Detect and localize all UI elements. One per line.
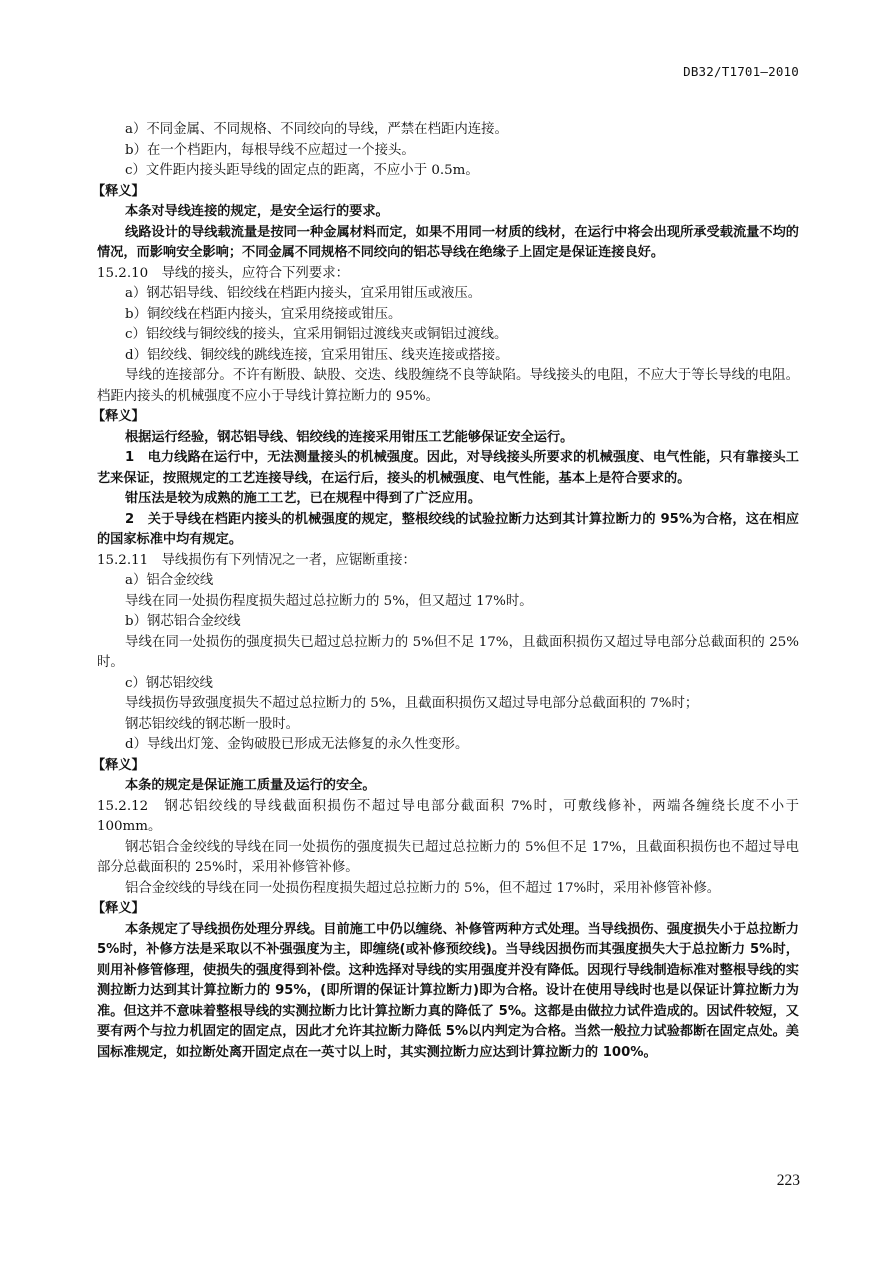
paragraph: 本条的规定是保证施工质量及运行的安全。 — [125, 778, 376, 793]
paragraph: 导线在同一处损伤程度损失超过总拉断力的 5%，但又超过 17%时。 — [125, 593, 533, 609]
paragraph: 导线损伤导致强度损失不超过总拉断力的 5%，且截面积损伤又超过导电部分总截面积的 7%时； — [125, 696, 699, 711]
paragraph: c）钢芯铝绞线 — [125, 675, 213, 691]
paragraph: d）导线出灯笼、金钩破股已形成无法修复的永久性变形。 — [125, 737, 469, 752]
paragraph: 钢芯铝绞线的钢芯断一股时。 — [125, 716, 300, 732]
paragraph: 钢芯铝合金绞线的导线在同一处损伤的强度损失已超过总拉断力的 5%但不足 17%，且截面积损伤也不超过导电部分总截面积的 25%时，采用补修管补修。 — [97, 839, 799, 875]
section-annotation-heading: 【释义】 — [92, 901, 145, 916]
paragraph: 1 电力线路在运行中，无法测量接头的机械强度。因此，对导线接头所要求的机械强度、电气性能，只有靠接头工艺来保证，按照规定的工艺连接导线，在运行后，接头的机械强度、电气性能，基本上是符合要求的。 — [97, 450, 799, 486]
paragraph: 铝合金绞线的导线在同一处损伤程度损失超过总拉断力的 5%，但不超过 17%时，采用补修管补修。 — [125, 880, 721, 896]
document-body — [92, 120, 799, 1063]
paragraph: 15.2.11 导线损伤有下列情况之一者，应锯断重接： — [97, 552, 416, 568]
paragraph: c）铝绞线与铜绞线的接头，宜采用铜铝过渡线夹或铜铝过渡线。 — [125, 327, 508, 342]
paragraph: a）铝合金绞线 — [125, 573, 214, 588]
paragraph: d）铝绞线、铜绞线的跳线连接，宜采用钳压、线夹连接或搭接。 — [125, 347, 509, 363]
paragraph: 导线在同一处损伤的强度损失已超过总拉断力的 5%但不足 17%，且截面积损伤又超过导电部分总截面积的 25%时。 — [97, 634, 799, 670]
paragraph: 根据运行经验，钢芯铝导线、铝绞线的连接采用钳压工艺能够保证安全运行。 — [125, 429, 574, 445]
paragraph: 15.2.10 导线的接头，应符合下列要求： — [97, 265, 349, 281]
section-annotation-heading: 【释义】 — [92, 409, 145, 424]
section-annotation-heading: 【释义】 — [92, 757, 145, 773]
paragraph: 2 关于导线在档距内接头的机械强度的规定，整根绞线的试验拉断力达到其计算拉断力的 95%为合格，这在相应的国家标准中均有规定。 — [97, 511, 799, 547]
paragraph: a）不同金属、不同规格、不同绞向的导线，严禁在档距内连接。 — [125, 122, 508, 137]
paragraph: b）钢芯铝合金绞线 — [125, 614, 241, 629]
paragraph: b）在一个档距内，每根导线不应超过一个接头。 — [125, 142, 415, 158]
paragraph: 导线的连接部分。不许有断股、缺股、交迭、线股缠绕不良等缺陷。导线接头的电阻，不应大于等长导线的电阻。档距内接头的机械强度不应小于导线计算拉断力的 95%。 — [97, 368, 799, 404]
paragraph: 本条规定了导线损伤处理分界线。目前施工中仍以缠绕、补修管两种方式处理。当导线损伤、强度损失小于总拉断力 5%时，补修方法是采取以不补强强度为主，即缠绕(或补修预绞线)。当导线因损伤而其强度损失大于总拉断力 5%时，则用补修管修理，使损失的强度得到补偿。这种选择对导线的实用强度并没有降低。因现行导线制造标准对整根导线的实测拉断力达到其计算拉断力的 95%，(即所谓的保证计算拉断力)即为合格。设计在使用导线时也是以保证计算拉断力为准。但这并不意味着整根导线的实测拉断力比计算拉断力真的降低了 5%。这都是由做拉力试件造成的。因试件较短，又要有两个与拉力机固定的固定点，因此才允许其拉断力降低 5%以内判定为合格。当然一般拉力试验都断在固定点处。美国标准规定，如拉断处离开固定点在一英寸以上时，其实测拉断力应达到计算拉断力的 100%。 — [97, 921, 799, 1060]
paragraph: 本条对导线连接的规定，是安全运行的要求。 — [125, 204, 389, 219]
paragraph: a）钢芯铝导线、铝绞线在档距内接头，宜采用钳压或液压。 — [125, 286, 482, 301]
page-number: 223 — [776, 1172, 800, 1189]
paragraph: c）文件距内接头距导线的固定点的距离，不应小于 0.5m。 — [125, 163, 479, 178]
paragraph: 线路设计的导线载流量是按同一种金属材料而定，如果不用同一材质的线材，在运行中将会出现所承受载流量不均的情况，而影响安全影响；不同金属不同规格不同绞向的铝芯导线在绝缘子上固定是保证连接良好。 — [97, 224, 799, 260]
document-code-header: DB32/T1701—2010 — [683, 64, 799, 79]
section-annotation-heading: 【释义】 — [92, 183, 145, 199]
paragraph: 15.2.12 钢芯铝绞线的导线截面积损伤不超过导电部分截面积 7%时，可敷线修补，两端各缠绕长度不小于 100mm。 — [97, 798, 799, 834]
paragraph: b）铜绞线在档距内接头，宜采用绕接或钳压。 — [125, 306, 402, 322]
paragraph: 钳压法是较为成熟的施工工艺，已在规程中得到了广泛应用。 — [125, 491, 482, 506]
